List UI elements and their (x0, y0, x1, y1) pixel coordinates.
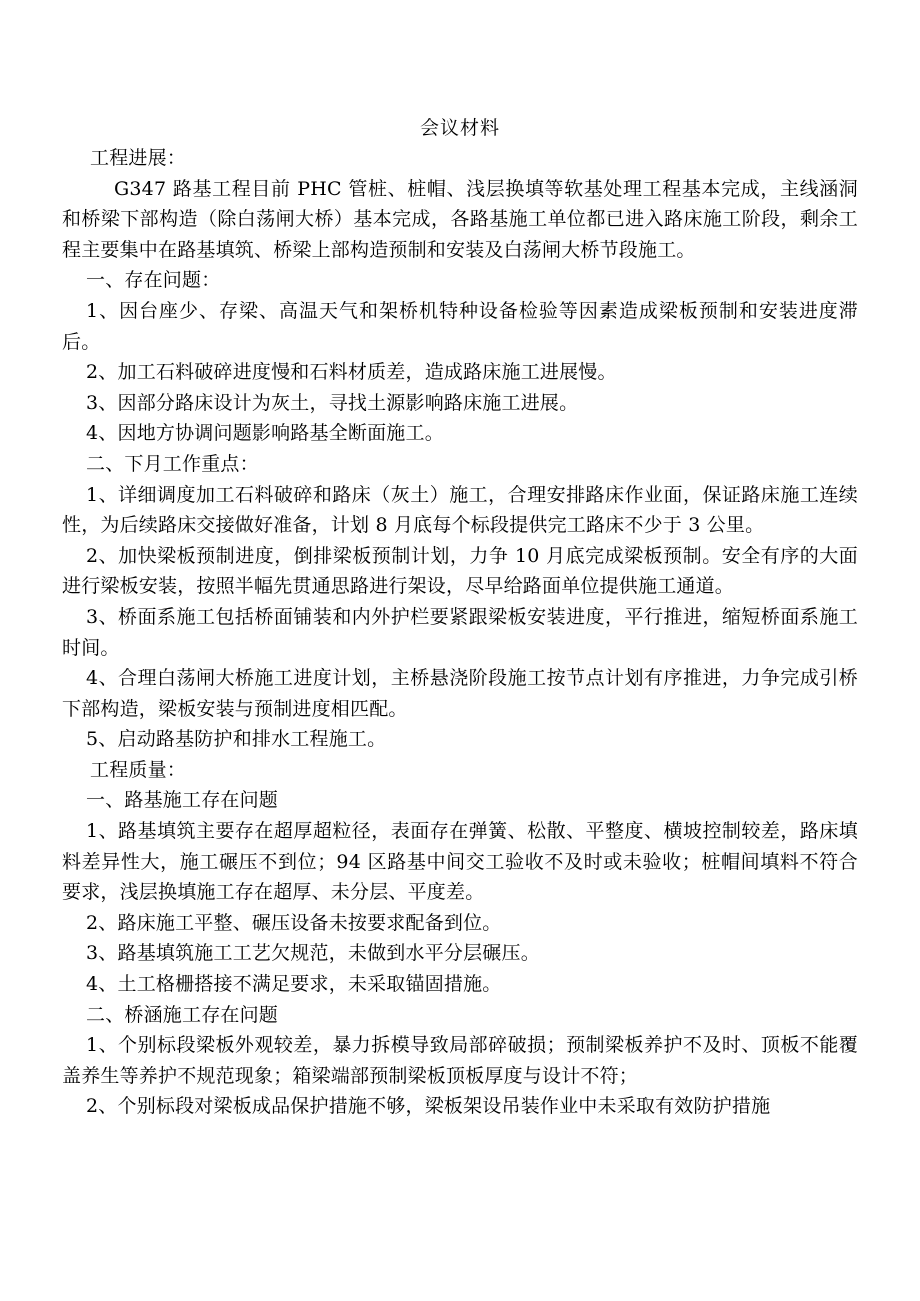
next-month-item: 1、详细调度加工石料破碎和路床（灰土）施工，合理安排路床作业面，保证路床施工连续性，为后续路床交接做好准备，计划 8 月底每个标段提供完工路床不少于 3 公里。 (62, 483, 858, 537)
next-month-heading: 二、下月工作重点： (86, 452, 259, 475)
quality-heading: 工程质量： (90, 758, 187, 781)
problem-item: 4、因地方协调问题影响路基全断面施工。 (86, 422, 444, 445)
next-month-item: 5、启动路基防护和排水工程施工。 (86, 728, 387, 751)
document-title: 会议材料 (419, 117, 500, 139)
progress-heading: 工程进展： (90, 147, 187, 169)
problem-item: 2、加工石料破碎进度慢和石料材质差，造成路床施工进展慢。 (86, 361, 617, 384)
problems-heading: 一、存在问题： (86, 269, 221, 292)
problem-item: 1、因台座少、存梁、高温天气和架桥机特种设备检验等因素造成梁板预制和安装进度滞后。 (62, 299, 858, 353)
roadbed-issue-item: 1、路基填筑主要存在超厚超粒径，表面存在弹簧、松散、平整度、横坡控制较差，路床填料差异性大，施工碾压不到位；94 区路基中间交工验收不及时或未验收；桩帽间填料不符合要求，浅层换填施工存在超厚、未分层、平度差。 (62, 820, 858, 904)
problem-item: 3、因部分路床设计为灰土，寻找土源影响路床施工进展。 (86, 391, 579, 414)
progress-paragraph: G347 路基工程目前 PHC 管桩、桩帽、浅层换填等软基处理工程基本完成，主线涵洞和桥梁下部构造（除白荡闸大桥）基本完成，各路基施工单位都已进入路床施工阶段，剩余工程主要集中在路基填筑、桥梁上部构造预制和安装及白荡闸大桥节段施工。 (62, 177, 858, 261)
bridge-heading: 二、桥涵施工存在问题 (86, 1003, 279, 1026)
bridge-issue-item: 2、个别标段对梁板成品保护措施不够，梁板架设吊装作业中未采取有效防护措施 (86, 1095, 771, 1118)
next-month-item: 4、合理白荡闸大桥施工进度计划，主桥悬浇阶段施工按节点计划有序推进，力争完成引桥下部构造，梁板安装与预制进度相匹配。 (62, 667, 858, 720)
roadbed-heading: 一、路基施工存在问题 (86, 789, 279, 812)
bridge-issue-item: 1、个别标段梁板外观较差，暴力拆模导致局部碎破损；预制梁板养护不及时、顶板不能覆盖养生等养护不规范现象；箱梁端部预制梁板顶板厚度与设计不符； (62, 1034, 858, 1087)
document-body (62, 143, 858, 1122)
next-month-item: 3、桥面系施工包括桥面铺装和内外护栏要紧跟梁板安装进度，平行推进，缩短桥面系施工时间。 (62, 605, 858, 659)
roadbed-issue-item: 2、路床施工平整、碾压设备未按要求配备到位。 (86, 911, 502, 934)
next-month-item: 2、加快梁板预制进度，倒排梁板预制计划，力争 10 月底完成梁板预制。安全有序的大面进行梁板安装，按照半幅先贯通思路进行架设，尽早给路面单位提供施工通道。 (62, 544, 858, 598)
roadbed-issue-item: 3、路基填筑施工工艺欠规范，未做到水平分层碾压。 (86, 942, 540, 965)
roadbed-issue-item: 4、土工格栅搭接不满足要求，未采取锚固措施。 (86, 973, 502, 996)
